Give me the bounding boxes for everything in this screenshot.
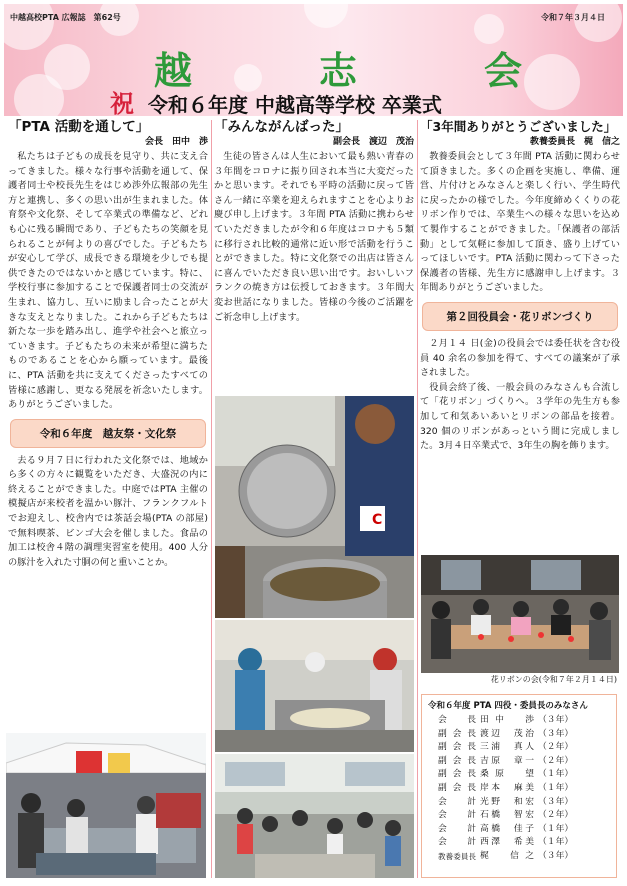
roster-name: 石橋 智宏 (480, 810, 534, 821)
roster-role: 副会長 (438, 755, 476, 766)
roster-row (438, 728, 577, 742)
article-body: 去る９月７日に行われた文化祭では、地域から多くの方々に観覧をいただき、大盛況の内に終えることができました。中庭ではPTA 主催の模擬店が来校者を温かい豚汁、フランクフルトでお迎えし、校舎内では茶話会場(PTA の部屋)で無料喫茶、ビンゴ大会を催しました。食品の加工は校舎４階の調理実習室を使用。400 人分の豚汁を入れた寸胴の何と重いことか。 (8, 454, 208, 568)
graduation-subtitle (110, 84, 442, 116)
roster-year: （３年） (538, 796, 574, 807)
roster-name: 渡辺 茂治 (480, 728, 534, 739)
roster-row (438, 836, 577, 850)
roster-row (438, 809, 577, 823)
roster-role: 会計 (438, 837, 476, 848)
roster-year: （２年） (538, 755, 574, 766)
roster-year: （１年） (538, 837, 574, 848)
svg-text:C: C (372, 512, 383, 528)
roster-row (438, 755, 577, 769)
article-title: 「3年間ありがとうございました」 (420, 119, 617, 134)
roster-year: （１年） (538, 823, 574, 834)
roster-role: 会計 (438, 796, 476, 807)
article-body: 私たちは子どもの成長を見守り、共に支え合ってきました。様々な行事や活動を通して、保護者同士や校長先生をはじめ渉外広報部の先生方と連携し、多くの思い出が生まれました。体育祭や文化祭、そして卒業式の準備など、どれも心に残る瞬間であり、子どもたちの笑顔を見られることが何よりの喜びでした。子どもたちが安心して学び、成長できる環境を少しでも提供できたのではないかと感じています。特に、学校行事に参加することで保護者同士の交流が生まれ、協力し、互いに励まし合ったことが大きな支えとなりました。これから子どもたちは新たな一歩を踏み出し、進学や社会へと旅立っていきます。子どもたちの未来が希望に満ちたものであることを心から願っています。最後に、PTA 活動を共に支えてくださったすべての皆様に感謝し、更なる発展を祈念いたします。ありがとうございました。 (8, 151, 208, 411)
masthead-char: 越 (154, 48, 195, 93)
roster-name: 高橋 佳子 (480, 823, 534, 834)
roster-role: 教養委員長 (438, 851, 476, 861)
section-heading: 令和６年度 越友祭・文化祭 (10, 419, 206, 448)
newsletter-issue: 中越高校PTA 広報誌 第62号 (10, 13, 121, 22)
officer-roster (421, 694, 617, 878)
masthead-char: 会 (483, 48, 524, 93)
column-divider (417, 120, 418, 878)
roster-row (438, 823, 577, 837)
roster-row (438, 850, 577, 864)
roster-role: 副会長 (438, 742, 476, 753)
article-title: 「みんながんばった」 (214, 119, 349, 135)
issue-date: 令和７年３月４日 (541, 13, 605, 22)
roster-role: 副会長 (438, 782, 476, 793)
roster-name: 光野 和宏 (480, 796, 534, 807)
masthead-char: 志 (318, 48, 359, 93)
festival-tent-photo (6, 733, 206, 878)
roster-role: 副会長 (438, 728, 476, 739)
column-president (8, 118, 208, 570)
roster-year: （３年） (538, 728, 574, 739)
cooking-pot-photo (215, 396, 414, 618)
article-body: 役員会終了後、一般会員のみなさんも合流して「花リボン」づくりへ。３学年の先生方も参加して和気あいあいとリボンの部品を接着。320 個のリボンがあっという間に完成しました。3月４日卒業式で、3年生の胸を飾ります。 (420, 381, 620, 452)
roster-row (438, 768, 577, 782)
roster-year: （３年） (538, 850, 574, 861)
column-culture-committee (420, 118, 620, 454)
roster-name: 桑原 望 (480, 769, 534, 780)
roster-name: 西澤 希美 (480, 837, 534, 848)
article-body: 教養委員会として３年間 PTA 活動に関わらせて頂きました。多くの企画を実施し、準備、運営、片付けとみなさんと楽しく行い、学生時代に戻ったかの様でした。今年度締めくくりの花リボン作りでは、卒業生への様々な思いを込めて製作することができました。「保護者の部活動」として気軽に参加して頂き、盛り上げていってほしいです。PTA 活動に関わって下さった保護者の皆様、先生方に感謝申し上げます。３年間ありがとうございました。 (420, 151, 620, 294)
roster-year: （２年） (538, 742, 574, 753)
article-author: 副会長 渡辺 茂治 (332, 137, 414, 147)
roster-year: （１年） (538, 782, 574, 793)
kitchen-volunteers-photo (215, 620, 414, 752)
roster-role: 会計 (438, 810, 476, 821)
roster-role: 副会長 (438, 769, 476, 780)
roster-row (438, 741, 577, 755)
roster-name: 岸本 麻美 (480, 782, 534, 793)
section-heading: 第２回役員会・花リボンづくり (422, 302, 618, 331)
roster-title: 令和６年度 PTA 四役・委員長のみなさん (428, 701, 588, 711)
ribbon-making-photo (421, 555, 619, 673)
roster-year: （２年） (538, 810, 574, 821)
roster-name: 田中 渉 (480, 715, 534, 725)
roster-table (438, 714, 577, 864)
article-author: 教養委員長 梶 信之 (529, 137, 620, 147)
roster-name: 吉原 章一 (480, 755, 534, 766)
roster-role: 会計 (438, 823, 476, 834)
article-body: ２月１４ 日(金)の役員会では委任状を含む役員 40 余名の参加を得て、すべての議案が了承されました。 (420, 337, 620, 379)
column-vice-president (214, 118, 414, 325)
article-author: 会長 田中 渉 (144, 137, 208, 147)
roster-row (438, 796, 577, 810)
article-body: 生徒の皆さんは人生において最も熱い青春の３年間をコロナに振り回され本当に大変だったかと思います。それでも平時の活動に戻って皆さん一緒に卒業を迎えられますことを心よりお慶び申し上げます。３年間 PTA 活動に携わらせていただきましたが令和６年度はコロナも５類に移行され比較的通常に近い形で活動を行うことができました。特に文化祭での出店は皆さんに喜んでいただき良い思い出です。おいしいフランクの焼き方は伝授しておきます。３年間大変お世話になりました。皆様の今後のご活躍をご祈念申し上げます。 (214, 151, 414, 323)
roster-year: （１年） (538, 769, 574, 780)
roster-year: （３年） (538, 715, 574, 725)
subtitle-text: 令和６年度 中越高等学校 卒業式 (148, 93, 442, 116)
roster-name: 梶 信之 (480, 850, 534, 861)
roster-row (438, 714, 577, 728)
header-banner (4, 4, 623, 116)
roster-name: 三浦 真人 (480, 742, 534, 753)
article-title: 「PTA 活動を通して」 (8, 119, 150, 135)
festival-crowd-photo (215, 754, 414, 878)
column-divider (211, 120, 212, 878)
roster-row (438, 782, 577, 796)
roster-role: 会長 (438, 715, 476, 725)
photo-caption: 花リボンの会(令和７年２月１４日) (490, 675, 617, 684)
celebration-mark: 祝 (110, 89, 134, 116)
